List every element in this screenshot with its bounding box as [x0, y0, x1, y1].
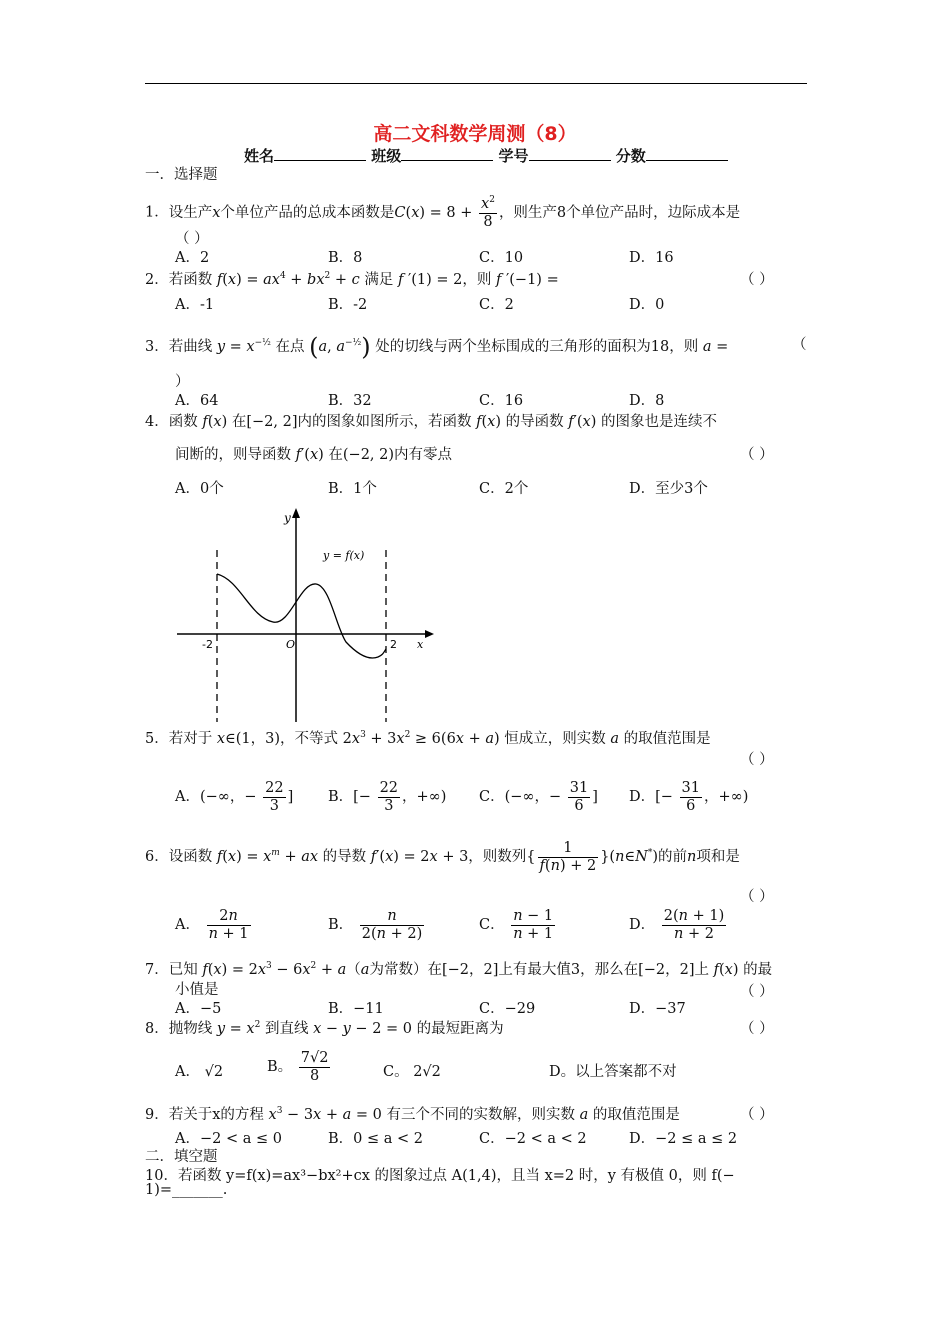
origin-label: O [286, 638, 296, 651]
option-b[interactable]: B．0 ≤ a < 2 [328, 1131, 423, 1147]
option-a[interactable]: A．(−∞，− $\frac{22}{3}$ ] [175, 780, 294, 814]
question-10-text: 若函数 y=f(x)=ax³−bx²+cx 的图象过点 A(1,4)，且当 x=2 时，y 有极值 0，则 f(− [177, 1168, 735, 1184]
class-label: 班级 [371, 147, 402, 165]
option-c[interactable]: C．2 [479, 297, 514, 313]
question-5-text: 若对于 x∈(1，3)，不等式 $2x^3 + 3x^2 \ge 6(6x + a)$ 恒成立，则实数 a 的取值范围是 [168, 730, 711, 747]
option-d[interactable]: D．−2 ≤ a ≤ 2 [629, 1131, 738, 1147]
option-a[interactable]: A．0个 [175, 481, 224, 497]
id-label: 学号 [498, 147, 529, 165]
question-3-paren-right: ） [175, 374, 190, 390]
function-graph [170, 502, 440, 724]
x-axis-label: x [417, 638, 424, 651]
question-number: 2． [145, 272, 169, 288]
question-2-paren: （ ） [740, 272, 774, 288]
option-d[interactable]: D．8 [629, 393, 665, 409]
option-c[interactable]: C。 2√2 [383, 1064, 441, 1080]
question-5-paren: （ ） [740, 752, 774, 768]
question-5 [145, 727, 711, 748]
question-4-text: 函数 f(x) 在[−2, 2]内的图象如图所示，若函数 f(x) 的导函数 f′(x) 的图象也是连续不 [168, 414, 717, 430]
question-7-text-2: 小值是 [175, 982, 219, 998]
question-number: 6． [145, 849, 169, 866]
question-4 [145, 410, 717, 431]
question-3-paren-left: （ [792, 337, 807, 353]
question-8 [145, 1017, 504, 1038]
option-a[interactable]: A．−5 [175, 1001, 222, 1017]
question-9 [145, 1103, 680, 1124]
option-c[interactable]: C．2个 [479, 481, 529, 497]
top-rule [145, 83, 807, 84]
curve-label: y = f(x) [323, 549, 365, 562]
question-6-paren: （ ） [740, 889, 774, 905]
question-number: 7． [145, 962, 169, 978]
option-c[interactable]: C．(−∞，− $\frac{31}{6}$ ] [479, 780, 598, 814]
option-a[interactable]: A．64 [175, 393, 219, 409]
option-a[interactable]: A． √2 [175, 1064, 224, 1080]
option-d[interactable]: D．−37 [629, 1001, 686, 1017]
option-b[interactable]: B．-2 [328, 297, 368, 313]
question-number: 8． [145, 1021, 169, 1037]
option-c[interactable]: C． $\frac{n - 1}{n + 1}$ [479, 908, 554, 942]
question-8-paren: （ ） [740, 1021, 774, 1037]
question-3-text: 若曲线 $y = x^{-\frac{1}{2}}$ 在点 (a, $a^{-\frac{1}{2}}$) 处的切线与两个坐标围成的三角形的面积为18，则 a = [168, 333, 729, 361]
question-7-text: 已知 $f(x) = 2x^3 - 6x^2 + a(a$为常数）在[−2，2]上有最大值3，那么在[−2，2]上 f(x) 的最 [168, 961, 773, 978]
page-title: 高二文科数学周测（8） [373, 123, 577, 145]
y-axis-label: y [284, 511, 291, 525]
question-3 [145, 333, 728, 361]
option-b[interactable]: B．[− $\frac{22}{3}$ ，+∞) [328, 780, 447, 814]
option-b[interactable]: B．1个 [328, 481, 377, 497]
question-number: 9． [145, 1107, 169, 1123]
question-number: 5． [145, 731, 169, 747]
question-4-paren: （ ） [740, 447, 774, 463]
score-blank[interactable] [646, 146, 728, 161]
section-heading-fill: 二．填空题 [145, 1149, 218, 1165]
option-d[interactable]: D．0 [629, 297, 665, 313]
option-b[interactable]: B．32 [328, 393, 372, 409]
question-1-text: 设生产x个单位产品的总成本函数是C(x) = 8 + $\frac{x^2}{8}$ ，则生产8个单位产品时，边际成本是 [168, 195, 741, 230]
neg2-label: -2 [202, 638, 213, 651]
option-a[interactable]: A．2 [175, 250, 210, 266]
option-d[interactable]: D．至少3个 [629, 481, 708, 497]
x-axis-arrow [425, 630, 434, 638]
option-b[interactable]: B．8 [328, 250, 363, 266]
option-c[interactable]: C．10 [479, 250, 524, 266]
option-c[interactable]: C．−29 [479, 1001, 536, 1017]
option-b[interactable]: B．−11 [328, 1001, 384, 1017]
curve-fx [217, 574, 386, 658]
question-6 [145, 840, 740, 874]
question-1 [145, 195, 740, 230]
option-d[interactable]: D。以上答案都不对 [549, 1064, 677, 1080]
question-2-text: 若函数 $f(x) = ax^4 + bx^2 + c$ 满足 f ′(1) = 2，则 f ′(−1) = [168, 271, 559, 288]
question-9-paren: （ ） [740, 1107, 774, 1123]
option-a[interactable]: A．-1 [175, 297, 215, 313]
y-axis-arrow [292, 508, 300, 518]
question-9-text: 若关于x的方程 $x^3 - 3x + a = 0$ 有三个不同的实数解，则实数 a 的取值范围是 [168, 1106, 680, 1123]
question-6-text: 设函数 $f(x) = x^m$ + ax 的导数 f′(x) = 2x + 3，则数列{ $\frac{1}{f(n) + 2}$ }(n∈N*)的前n项和是 [168, 840, 740, 874]
pos2-label: 2 [390, 638, 397, 651]
option-c[interactable]: C．16 [479, 393, 524, 409]
question-4-text-2: 间断的，则导函数 f′(x) 在(−2, 2)内有零点 [175, 447, 453, 463]
option-b[interactable]: B。 $\frac{7√2}{8}$ [267, 1050, 329, 1084]
name-blank[interactable] [274, 146, 366, 161]
option-d[interactable]: D．[− $\frac{31}{6}$ ，+∞) [629, 780, 749, 814]
question-10-text-2[interactable]: 1)=_______. [145, 1182, 228, 1198]
question-8-text: 抛物线 $y = x^2$ 到直线 x − y − 2 = 0 的最短距离为 [168, 1020, 504, 1037]
question-number: 4． [145, 414, 169, 430]
question-number: 3． [145, 339, 169, 355]
id-blank[interactable] [529, 146, 611, 161]
question-7 [145, 958, 772, 979]
question-7-paren: （ ） [740, 984, 774, 1000]
question-number: 10． [145, 1168, 178, 1184]
question-10 [145, 1164, 735, 1185]
class-blank[interactable] [401, 146, 493, 161]
question-number: 1． [145, 204, 169, 221]
option-d[interactable]: D． $\frac{2(n + 1)}{n + 2}$ [629, 908, 725, 942]
question-1-paren: （ ） [175, 231, 209, 247]
student-info-line [244, 145, 728, 166]
option-c[interactable]: C．−2 < a < 2 [479, 1131, 587, 1147]
question-2 [145, 268, 559, 289]
option-a[interactable]: A． $\frac{2n}{n + 1}$ [175, 908, 249, 942]
section-heading-choice: 一．选择题 [145, 167, 218, 183]
option-b[interactable]: B． $\frac{n}{2(n + 2)}$ [328, 908, 423, 942]
option-d[interactable]: D．16 [629, 250, 674, 266]
score-label: 分数 [615, 147, 646, 165]
name-label: 姓名 [244, 147, 275, 165]
option-a[interactable]: A．−2 < a ≤ 0 [175, 1131, 282, 1147]
